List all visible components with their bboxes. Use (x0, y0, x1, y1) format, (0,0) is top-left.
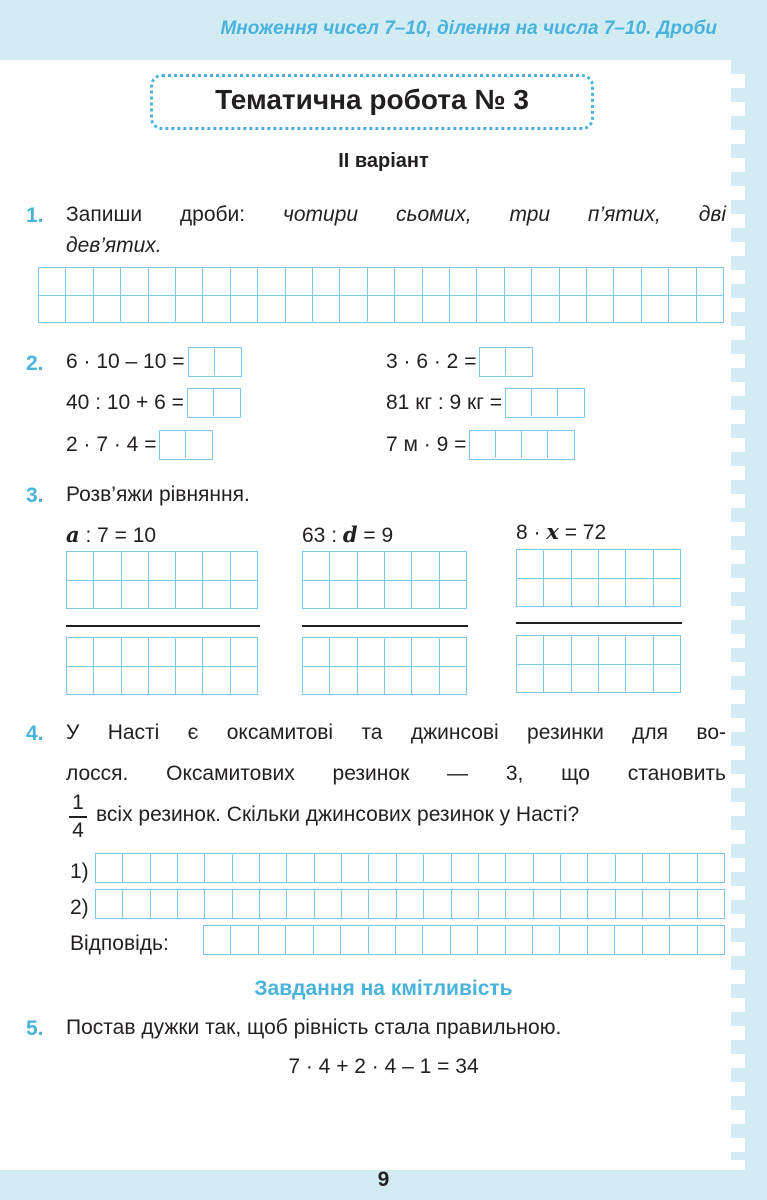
eq1-rest: : 7 = 10 (79, 524, 157, 547)
grid-cell[interactable] (505, 296, 532, 324)
expr-1-text: 6 · 10 – 10 = (66, 350, 185, 373)
grid-cell[interactable] (369, 854, 396, 883)
answer-boxes[interactable] (187, 388, 241, 418)
grid-cell[interactable] (203, 581, 230, 610)
bonus-title: Завдання на кмітливість (254, 977, 513, 1000)
task-3-number: 3. (26, 484, 44, 507)
fraction-numerator: 1 (72, 791, 84, 814)
equation-3-rule (516, 622, 682, 624)
equation-2 (302, 520, 393, 551)
grid-cell[interactable] (368, 268, 395, 296)
grid-cell[interactable] (670, 854, 697, 883)
task-3-text: Розв’яжи рівняння. (66, 483, 250, 506)
equation-2-grid-bottom[interactable] (302, 637, 467, 695)
grid-cell[interactable] (260, 854, 287, 883)
grid-cell[interactable] (506, 926, 533, 955)
grid-cell[interactable] (313, 296, 340, 324)
fraction-bar (69, 816, 87, 818)
grid-cell[interactable] (303, 581, 330, 610)
grid-cell[interactable] (233, 854, 260, 883)
grid-cell[interactable] (572, 550, 599, 579)
grid-cell[interactable] (654, 665, 681, 694)
grid-cell[interactable] (149, 667, 176, 696)
grid-cell[interactable] (231, 581, 258, 610)
grid-cell[interactable] (231, 926, 258, 955)
task-5-number: 5. (26, 1017, 44, 1040)
grid-cell[interactable] (258, 268, 285, 296)
grid-cell[interactable] (560, 268, 587, 296)
grid-cell[interactable] (643, 926, 670, 955)
equation-2-grid-top[interactable] (302, 551, 467, 609)
grid-cell[interactable] (450, 268, 477, 296)
eq3-var: x (546, 519, 559, 544)
equation-1-grid-bottom[interactable] (66, 637, 258, 695)
grid-cell[interactable] (477, 268, 504, 296)
grid-cell[interactable] (616, 854, 643, 883)
grid-cell[interactable] (452, 890, 479, 919)
grid-cell[interactable] (66, 296, 93, 324)
grid-cell[interactable] (176, 296, 203, 324)
grid-cell[interactable] (423, 268, 450, 296)
expr-6-text: 7 м · 9 = (386, 433, 467, 456)
grid-cell[interactable] (96, 890, 123, 919)
task-4-line3: всіх резинок. Скільки джинсових резинок у Насті? (96, 803, 580, 826)
grid-cell[interactable] (544, 579, 571, 608)
answer-boxes[interactable] (188, 347, 242, 377)
grid-cell[interactable] (424, 890, 451, 919)
grid-cell[interactable] (599, 579, 626, 608)
grid-cell[interactable] (149, 552, 176, 581)
grid-cell[interactable] (67, 638, 94, 667)
grid-cell[interactable] (149, 268, 176, 296)
grid-cell[interactable] (587, 268, 614, 296)
grid-cell[interactable] (330, 638, 357, 667)
step-2-grid[interactable] (95, 889, 725, 919)
grid-cell[interactable] (303, 667, 330, 696)
grid-cell[interactable] (479, 890, 506, 919)
grid-cell[interactable] (287, 854, 314, 883)
grid-cell[interactable] (517, 636, 544, 665)
grid-cell[interactable] (203, 552, 230, 581)
grid-cell[interactable] (643, 854, 670, 883)
grid-cell[interactable] (178, 890, 205, 919)
variant-label: ІІ варіант (338, 150, 429, 172)
grid-cell[interactable] (358, 581, 385, 610)
task-1-text-line2 (66, 231, 162, 261)
grid-cell[interactable] (412, 667, 439, 696)
task-4-line2: лосся. Оксамитових резинок — 3, що становить (66, 762, 726, 785)
grid-cell[interactable] (121, 296, 148, 324)
eq3-pre: 8 · (516, 521, 547, 544)
grid-cell[interactable] (149, 638, 176, 667)
grid-cell[interactable] (66, 268, 93, 296)
grid-cell[interactable] (452, 854, 479, 883)
page-number: 9 (377, 1168, 390, 1191)
grid-cell[interactable] (588, 854, 615, 883)
task-2-number: 2. (26, 352, 44, 375)
grid-cell[interactable] (286, 926, 313, 955)
expr-4-text: 81 кг : 9 кг = (386, 391, 503, 414)
topic-header: Множення чисел 7–10, ділення на числа 7–10. Дроби (220, 18, 717, 39)
grid-cell[interactable] (670, 890, 697, 919)
answer-boxes[interactable] (469, 430, 575, 460)
grid-cell[interactable] (286, 268, 313, 296)
grid-cell[interactable] (39, 268, 66, 296)
grid-cell[interactable] (698, 890, 725, 919)
grid-cell[interactable] (205, 890, 232, 919)
grid-cell[interactable] (122, 552, 149, 581)
equation-1-grid-top[interactable] (66, 551, 258, 609)
grid-cell[interactable] (368, 296, 395, 324)
grid-cell[interactable] (517, 550, 544, 579)
grid-cell[interactable] (231, 268, 258, 296)
grid-cell[interactable] (396, 926, 423, 955)
task-4-number: 4. (26, 722, 44, 745)
grid-cell[interactable] (560, 296, 587, 324)
task-1-italic-2: дев’ятих. (66, 234, 162, 257)
grid-cell[interactable] (654, 550, 681, 579)
task-2-expr-3 (66, 388, 241, 418)
grid-cell[interactable] (479, 854, 506, 883)
grid-cell[interactable] (450, 296, 477, 324)
task-1-number: 1. (26, 204, 44, 227)
grid-cell[interactable] (233, 890, 260, 919)
expr-2-text: 3 · 6 · 2 = (386, 350, 477, 373)
grid-cell[interactable] (67, 552, 94, 581)
grid-cell[interactable] (397, 854, 424, 883)
grid-cell[interactable] (616, 890, 643, 919)
grid-cell[interactable] (204, 926, 231, 955)
grid-cell[interactable] (440, 552, 467, 581)
eq2-pre: 63 : (302, 524, 343, 547)
grid-cell[interactable] (561, 854, 588, 883)
grid-cell[interactable] (94, 667, 121, 696)
grid-cell[interactable] (149, 581, 176, 610)
grid-cell[interactable] (533, 926, 560, 955)
grid-cell[interactable] (572, 636, 599, 665)
grid-cell[interactable] (412, 581, 439, 610)
grid-cell[interactable] (506, 854, 533, 883)
grid-cell[interactable] (94, 268, 121, 296)
grid-cell[interactable] (342, 854, 369, 883)
task-5-expression: 7 · 4 + 2 · 4 – 1 = 34 (288, 1055, 479, 1078)
grid-cell[interactable] (176, 667, 203, 696)
equation-2-rule (302, 625, 468, 627)
grid-cell[interactable] (258, 296, 285, 324)
equation-3-grid-top[interactable] (516, 549, 681, 607)
task-5-text: Постав дужки так, щоб рівність стала правильною. (66, 1016, 562, 1039)
eq1-var: a (66, 522, 80, 547)
equation-3-grid-bottom[interactable] (516, 635, 681, 693)
eq3-rest: = 72 (558, 521, 607, 544)
grid-cell[interactable] (599, 636, 626, 665)
grid-cell[interactable] (544, 665, 571, 694)
grid-cell[interactable] (123, 890, 150, 919)
answer-boxes[interactable] (479, 347, 533, 377)
grid-cell[interactable] (205, 854, 232, 883)
grid-cell[interactable] (587, 296, 614, 324)
grid-cell[interactable] (67, 667, 94, 696)
grid-cell[interactable] (626, 579, 653, 608)
grid-cell[interactable] (122, 638, 149, 667)
grid-cell[interactable] (614, 268, 641, 296)
grid-cell[interactable] (654, 636, 681, 665)
grid-cell[interactable] (149, 296, 176, 324)
grid-cell[interactable] (39, 296, 66, 324)
grid-cell[interactable] (572, 579, 599, 608)
grid-cell[interactable] (303, 638, 330, 667)
grid-cell[interactable] (440, 581, 467, 610)
expr-5-text: 2 · 7 · 4 = (66, 433, 157, 456)
grid-cell[interactable] (385, 667, 412, 696)
grid-cell[interactable] (560, 926, 587, 955)
task-2-expr-1 (66, 347, 242, 377)
grid-cell[interactable] (203, 268, 230, 296)
grid-cell[interactable] (151, 854, 178, 883)
grid-cell[interactable] (94, 552, 121, 581)
grid-cell[interactable] (588, 890, 615, 919)
answer-boxes[interactable] (505, 388, 585, 418)
grid-cell[interactable] (532, 296, 559, 324)
grid-cell[interactable] (203, 296, 230, 324)
grid-cell[interactable] (423, 296, 450, 324)
grid-cell[interactable] (532, 268, 559, 296)
grid-cell[interactable] (670, 926, 697, 955)
grid-cell[interactable] (231, 296, 258, 324)
grid-cell[interactable] (330, 581, 357, 610)
grid-cell[interactable] (315, 854, 342, 883)
expr-3-text: 40 : 10 + 6 = (66, 391, 184, 414)
task-4-line1: У Насті є оксамитові та джинсові резинки для во- (66, 721, 726, 744)
grid-cell[interactable] (287, 890, 314, 919)
task-2-expr-6 (386, 430, 575, 460)
grid-cell[interactable] (286, 296, 313, 324)
grid-cell[interactable] (340, 296, 367, 324)
grid-cell[interactable] (67, 581, 94, 610)
equation-1-rule (66, 625, 260, 627)
grid-cell[interactable] (599, 550, 626, 579)
grid-cell[interactable] (176, 552, 203, 581)
grid-cell[interactable] (94, 638, 121, 667)
grid-cell[interactable] (697, 268, 724, 296)
step-2-label: 2) (70, 896, 89, 919)
grid-cell[interactable] (517, 665, 544, 694)
grid-cell[interactable] (505, 268, 532, 296)
grid-cell[interactable] (176, 268, 203, 296)
grid-cell[interactable] (506, 890, 533, 919)
grid-cell[interactable] (385, 552, 412, 581)
grid-cell[interactable] (412, 638, 439, 667)
grid-cell[interactable] (669, 268, 696, 296)
grid-cell[interactable] (330, 667, 357, 696)
grid-cell[interactable] (412, 552, 439, 581)
step-1-label: 1) (70, 860, 89, 883)
grid-cell[interactable] (123, 854, 150, 883)
grid-cell[interactable] (643, 890, 670, 919)
grid-cell[interactable] (330, 552, 357, 581)
grid-cell[interactable] (358, 638, 385, 667)
grid-cell[interactable] (626, 636, 653, 665)
grid-cell[interactable] (122, 581, 149, 610)
grid-cell[interactable] (561, 890, 588, 919)
grid-cell[interactable] (626, 550, 653, 579)
grid-cell[interactable] (315, 890, 342, 919)
grid-cell[interactable] (517, 579, 544, 608)
grid-cell[interactable] (369, 926, 396, 955)
task-2-expr-5 (66, 430, 213, 460)
grid-cell[interactable] (642, 296, 669, 324)
grid-cell[interactable] (397, 890, 424, 919)
grid-cell[interactable] (440, 667, 467, 696)
step-1-grid[interactable] (95, 853, 725, 883)
grid-cell[interactable] (478, 926, 505, 955)
page-title: Тематична робота № 3 (215, 84, 529, 115)
grid-cell[interactable] (642, 268, 669, 296)
answer-label: Відповідь: (70, 932, 169, 955)
grid-cell[interactable] (94, 296, 121, 324)
grid-cell[interactable] (451, 926, 478, 955)
task-1-italic-1: чотири сьомих, три п’ятих, дві (283, 203, 726, 226)
equation-1 (66, 520, 156, 551)
grid-cell[interactable] (697, 296, 724, 324)
grid-cell[interactable] (440, 638, 467, 667)
task-1-text-line1 (66, 200, 726, 230)
eq2-rest: = 9 (357, 524, 394, 547)
grid-cell[interactable] (313, 268, 340, 296)
grid-cell[interactable] (669, 296, 696, 324)
grid-cell[interactable] (203, 667, 230, 696)
grid-cell[interactable] (698, 926, 725, 955)
answer-boxes[interactable] (159, 430, 213, 460)
grid-cell[interactable] (151, 890, 178, 919)
grid-cell[interactable] (178, 854, 205, 883)
grid-cell[interactable] (395, 268, 422, 296)
grid-cell[interactable] (231, 667, 258, 696)
grid-cell[interactable] (176, 581, 203, 610)
task-2-expr-4 (386, 388, 585, 418)
grid-cell[interactable] (314, 926, 341, 955)
grid-cell[interactable] (176, 638, 203, 667)
grid-cell[interactable] (358, 667, 385, 696)
grid-cell[interactable] (340, 268, 367, 296)
grid-cell[interactable] (534, 890, 561, 919)
grid-cell[interactable] (534, 854, 561, 883)
fraction-one-quarter (69, 791, 87, 843)
grid-cell[interactable] (424, 854, 451, 883)
grid-cell[interactable] (231, 638, 258, 667)
grid-cell[interactable] (544, 636, 571, 665)
grid-cell[interactable] (303, 552, 330, 581)
grid-cell[interactable] (341, 926, 368, 955)
grid-cell[interactable] (358, 552, 385, 581)
grid-cell[interactable] (96, 854, 123, 883)
grid-cell[interactable] (423, 926, 450, 955)
grid-cell[interactable] (544, 550, 571, 579)
grid-cell[interactable] (259, 926, 286, 955)
grid-cell[interactable] (231, 552, 258, 581)
grid-cell[interactable] (572, 665, 599, 694)
grid-cell[interactable] (615, 926, 642, 955)
fraction-denominator: 4 (72, 818, 84, 842)
task-1-answer-grid[interactable] (38, 267, 724, 323)
grid-cell[interactable] (342, 890, 369, 919)
grid-cell[interactable] (588, 926, 615, 955)
grid-cell[interactable] (654, 579, 681, 608)
grid-cell[interactable] (626, 665, 653, 694)
grid-cell[interactable] (122, 667, 149, 696)
grid-cell[interactable] (260, 890, 287, 919)
grid-cell[interactable] (203, 638, 230, 667)
grid-cell[interactable] (385, 638, 412, 667)
grid-cell[interactable] (698, 854, 725, 883)
task-2-expr-2 (386, 347, 533, 377)
grid-cell[interactable] (385, 581, 412, 610)
right-band (745, 0, 767, 1200)
grid-cell[interactable] (614, 296, 641, 324)
answer-grid[interactable] (203, 925, 725, 955)
task-1-label: Запиши дроби: (66, 203, 246, 226)
grid-cell[interactable] (369, 890, 396, 919)
grid-cell[interactable] (121, 268, 148, 296)
grid-cell[interactable] (395, 296, 422, 324)
equation-3 (516, 517, 606, 548)
grid-cell[interactable] (94, 581, 121, 610)
grid-cell[interactable] (477, 296, 504, 324)
eq2-var: d (342, 522, 358, 547)
grid-cell[interactable] (599, 665, 626, 694)
